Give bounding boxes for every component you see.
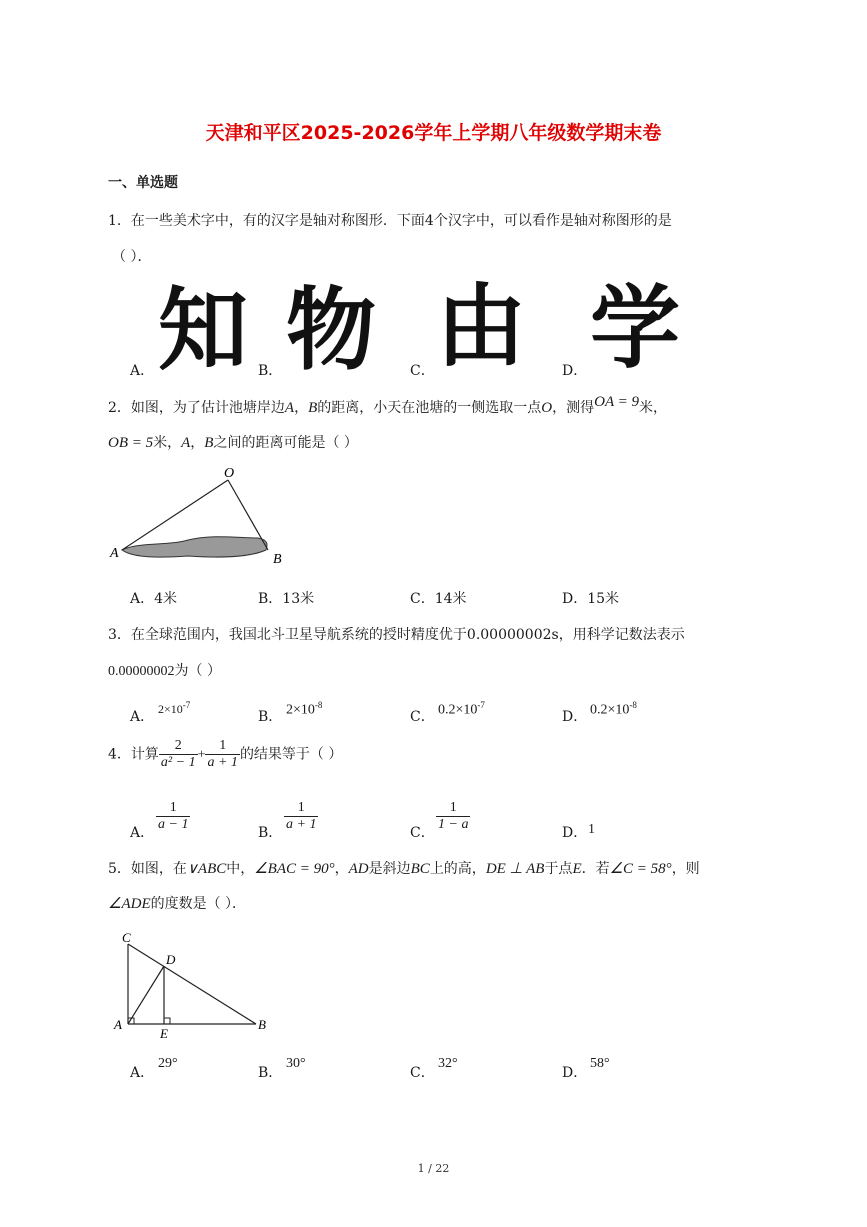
q3-option-d-label: D．	[562, 709, 588, 725]
page-title: 天津和平区2025-2026学年上学期八年级数学期末卷	[205, 122, 662, 144]
q3-option-c-label: C．	[410, 709, 435, 725]
pond-shape	[122, 537, 267, 557]
label-b: B	[258, 1017, 266, 1032]
q4-option-a: $\frac{1}{a - 1}$	[158, 800, 189, 832]
q5-option-c: 32°	[438, 1056, 458, 1071]
q1-option-c-label: C．	[410, 363, 435, 379]
q1-option-b-char: 物	[286, 278, 376, 383]
q2-option-c: C．14米	[410, 591, 467, 607]
section-heading: 一、单选题	[108, 175, 178, 191]
q4-option-c-label: C．	[410, 825, 435, 841]
q2-option-d: D．15米	[562, 591, 620, 607]
label-e: E	[160, 1026, 168, 1041]
q3-text-line2: 0.00000002为（ ）	[108, 663, 221, 679]
q4-option-d-label: D．	[562, 825, 588, 841]
q1-option-d-char: 学	[590, 276, 680, 381]
q5-option-b-label: B．	[258, 1065, 283, 1081]
q3-option-a: $2\times 10^{-7}$	[158, 700, 191, 716]
q3-text-line1: 3．在全球范围内，我国北斗卫星导航系统的授时精度优于0.00000002s，用科学记数法表示	[108, 627, 685, 643]
label-o: O	[224, 466, 235, 481]
q5-option-a: 29°	[158, 1056, 178, 1071]
q4-option-a-label: A．	[130, 825, 155, 841]
q1-option-a-char: 知	[158, 278, 248, 383]
q3-option-b: $2\times 10^{-8}$	[286, 700, 323, 718]
label-d: D	[166, 952, 176, 967]
q4-option-c: $\frac{1}{1 - a}$	[438, 800, 469, 832]
q5-option-d: 58°	[590, 1056, 610, 1071]
q2-pond-figure	[108, 462, 298, 572]
q1-paren: （ ）．	[112, 249, 152, 265]
q5-triangle-figure	[108, 926, 288, 1044]
q1-option-b-label: B．	[258, 363, 283, 379]
q5-option-b: 30°	[286, 1056, 306, 1071]
q2-text-line2: OB = 5米，A，B之间的距离可能是（ ）	[108, 435, 358, 451]
q3-option-c: $0.2\times 10^{-7}$	[438, 700, 485, 718]
q5-text-line2: ∠ADE的度数是（ ）．	[108, 896, 247, 912]
side-cb	[128, 944, 256, 1024]
page-number: 1 / 22	[417, 1162, 450, 1175]
right-angle-e	[164, 1018, 170, 1024]
q5-text-line1: 5．如图，在∨ABC中，∠BAC = 90°，AD是斜边BC上的高，DE ⊥ AB于点E．若∠C = 58°，则	[108, 861, 700, 877]
label-c: C	[122, 930, 131, 945]
q5-option-d-label: D．	[562, 1065, 588, 1081]
q4-text: 4．计算 $\frac{2}{\text{a² − 1}}$ + $\frac{1}{a + 1}$ 的结果等于（ ）	[108, 738, 343, 770]
q3-option-d: $0.2\times 10^{-8}$	[590, 700, 637, 718]
q5-option-c-label: C．	[410, 1065, 435, 1081]
q1-option-a-label: A．	[130, 363, 155, 379]
q5-option-a-label: A．	[130, 1065, 155, 1081]
q2-text-line1: 2．如图，为了估计池塘岸边A，B的距离，小天在池塘的一侧选取一点O，测得OA = 9米，	[108, 394, 667, 416]
label-a: A	[110, 546, 119, 561]
q1-option-c-char: 由	[436, 274, 526, 379]
q4-option-b-label: B．	[258, 825, 283, 841]
q1-text: 1．在一些美术字中，有的汉字是轴对称图形．下面4个汉字中，可以看作是轴对称图形的是	[108, 213, 672, 229]
q2-option-a: A．4米	[130, 591, 178, 607]
q4-frac2: $\frac{1}{a + 1}$	[207, 738, 238, 770]
segment-ad	[128, 966, 164, 1024]
q1-option-d-label: D．	[562, 363, 588, 379]
q3-option-a-label: A．	[130, 709, 155, 725]
label-b: B	[273, 552, 282, 567]
q4-frac1: $\frac{2}{\text{a² − 1}}$	[160, 738, 196, 770]
q3-option-b-label: B．	[258, 709, 283, 725]
q4-option-d: 1	[588, 822, 595, 837]
label-a: A	[114, 1017, 122, 1032]
q4-option-b: $\frac{1}{a + 1}$	[286, 800, 317, 832]
q2-option-b: B．13米	[258, 591, 315, 607]
